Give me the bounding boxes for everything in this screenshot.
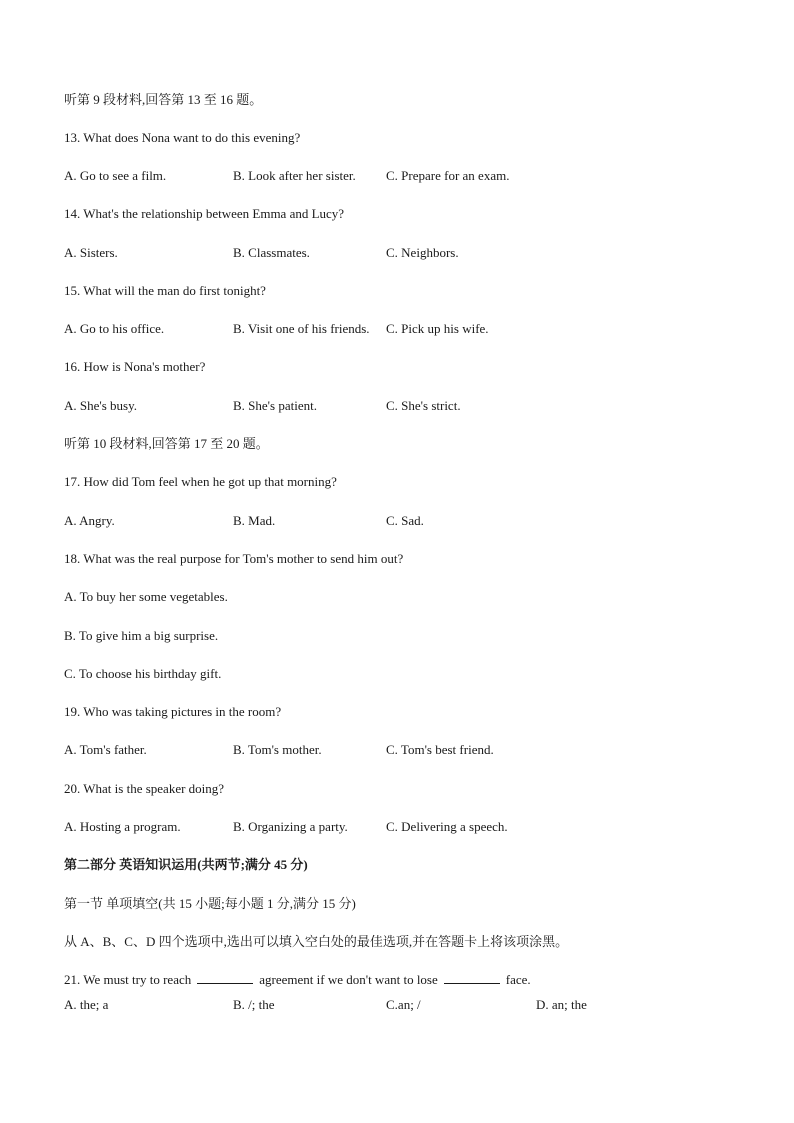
option-21b: B. /; the (233, 997, 275, 1012)
question-19: 19. Who was taking pictures in the room? (64, 704, 282, 719)
part-two-section-one: 第一节 单项填空(共 15 小题;每小题 1 分,满分 15 分) (64, 896, 356, 911)
question-20: 20. What is the speaker doing? (64, 781, 225, 796)
option-16a: A. She's busy. (64, 398, 138, 413)
question-21 (64, 972, 531, 988)
option-19c: C. Tom's best friend. (386, 742, 494, 757)
option-21a: A. the; a (64, 997, 109, 1012)
question-21-part-a: 21. We must try to reach (64, 972, 192, 987)
option-18c: C. To choose his birthday gift. (64, 666, 222, 681)
option-14a: A. Sisters. (64, 245, 118, 260)
section-heading-10: 听第 10 段材料,回答第 17 至 20 题。 (64, 436, 269, 451)
question-15: 15. What will the man do first tonight? (64, 283, 266, 298)
question-16: 16. How is Nona's mother? (64, 359, 206, 374)
question-18: 18. What was the real purpose for Tom's mother to send him out? (64, 551, 404, 566)
answer-blank (197, 972, 253, 984)
question-21-part-b: agreement if we don't want to lose (259, 972, 438, 987)
option-20b: B. Organizing a party. (233, 819, 348, 834)
option-15b: B. Visit one of his friends. (233, 321, 370, 336)
option-14b: B. Classmates. (233, 245, 310, 260)
answer-blank (444, 972, 500, 984)
option-13a: A. Go to see a film. (64, 168, 167, 183)
question-13: 13. What does Nona want to do this evening? (64, 130, 301, 145)
option-17a: A. Angry. (64, 513, 115, 528)
section-heading-9: 听第 9 段材料,回答第 13 至 16 题。 (64, 92, 263, 107)
option-15a: A. Go to his office. (64, 321, 165, 336)
option-20c: C. Delivering a speech. (386, 819, 508, 834)
option-19a: A. Tom's father. (64, 742, 147, 757)
option-14c: C. Neighbors. (386, 245, 459, 260)
question-14: 14. What's the relationship between Emma and Lucy? (64, 206, 345, 221)
option-21c: C.an; / (386, 997, 421, 1012)
option-20a: A. Hosting a program. (64, 819, 181, 834)
option-17b: B. Mad. (233, 513, 276, 528)
option-13b: B. Look after her sister. (233, 168, 356, 183)
option-19b: B. Tom's mother. (233, 742, 322, 757)
option-16c: C. She's strict. (386, 398, 461, 413)
instruction-text: 从 A、B、C、D 四个选项中,选出可以填入空白处的最佳选项,并在答题卡上将该项涂黑。 (64, 934, 569, 949)
option-16b: B. She's patient. (233, 398, 317, 413)
option-17c: C. Sad. (386, 513, 424, 528)
option-18b: B. To give him a big surprise. (64, 628, 219, 643)
question-17: 17. How did Tom feel when he got up that morning? (64, 474, 337, 489)
option-21d: D. an; the (536, 997, 587, 1012)
part-two-heading: 第二部分 英语知识运用(共两节;满分 45 分) (64, 857, 308, 872)
question-21-part-c: face. (505, 972, 531, 987)
option-15c: C. Pick up his wife. (386, 321, 489, 336)
option-18a: A. To buy her some vegetables. (64, 589, 228, 604)
option-13c: C. Prepare for an exam. (386, 168, 510, 183)
